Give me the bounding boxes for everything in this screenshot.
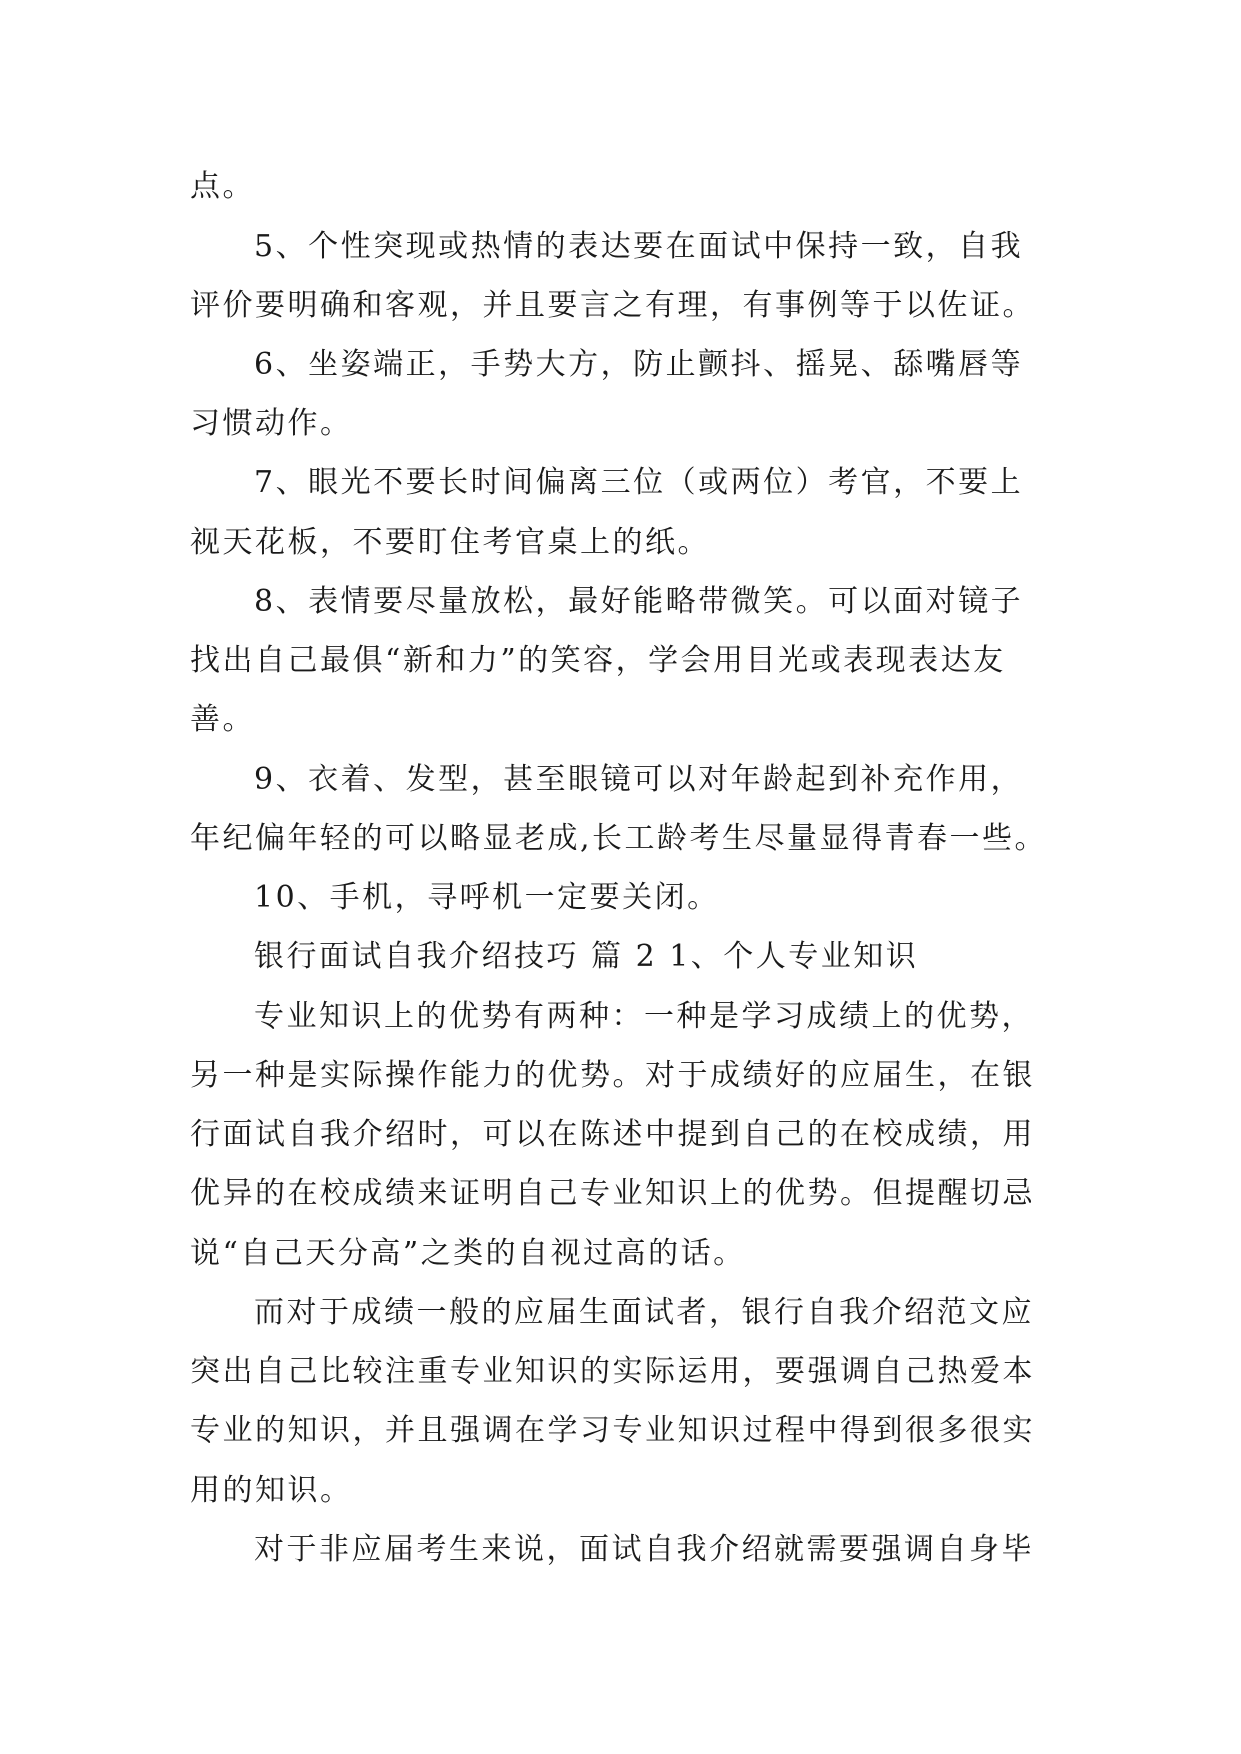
text-line: 年纪偏年轻的可以略显老成,长工龄考生尽量显得青春一些。	[190, 821, 1048, 856]
text-line: 评价要明确和客观，并且要言之有理，有事例等于以佐证。	[190, 288, 1035, 323]
text-line: 另一种是实际操作能力的优势。对于成绩好的应届生，在银	[190, 1058, 1035, 1093]
text-line: 行面试自我介绍时，可以在陈述中提到自己的在校成绩，用	[190, 1117, 1035, 1152]
text-line: 专业的知识，并且强调在学习专业知识过程中得到很多很实	[190, 1413, 1035, 1448]
text-line: 优异的在校成绩来证明自己专业知识上的优势。但提醒切忌	[190, 1176, 1035, 1211]
text-line: 视天花板，不要盯住考官桌上的纸。	[190, 525, 710, 560]
text-line: 用的知识。	[190, 1473, 353, 1508]
text-line: 8、表情要尽量放松，最好能略带微笑。可以面对镜子	[254, 584, 1024, 619]
text-line: 9、衣着、发型，甚至眼镜可以对年龄起到补充作用，	[254, 762, 1024, 797]
section-heading: 银行面试自我介绍技巧 篇 2 1、个人专业知识	[254, 939, 919, 974]
text-line: 说“自己天分高”之类的自视过高的话。	[190, 1236, 746, 1271]
text-line: 10、手机，寻呼机一定要关闭。	[254, 880, 720, 915]
text-line: 而对于成绩一般的应届生面试者，银行自我介绍范文应	[254, 1295, 1034, 1330]
text-line: 7、眼光不要长时间偏离三位（或两位）考官，不要上	[254, 465, 1024, 500]
text-line: 专业知识上的优势有两种：一种是学习成绩上的优势，	[254, 999, 1034, 1034]
text-line: 6、坐姿端正，手势大方，防止颤抖、摇晃、舔嘴唇等	[254, 347, 1024, 382]
text-line: 点。	[190, 169, 255, 204]
text-line: 善。	[190, 702, 255, 737]
text-line: 5、个性突现或热情的表达要在面试中保持一致，自我	[254, 229, 1024, 264]
text-line: 找出自己最俱“新和力”的笑容，学会用目光或表现表达友	[190, 643, 1006, 678]
text-line: 突出自己比较注重专业知识的实际运用，要强调自己热爱本	[190, 1354, 1035, 1389]
text-line: 对于非应届考生来说，面试自我介绍就需要强调自身毕	[254, 1532, 1034, 1567]
text-line: 习惯动作。	[190, 406, 353, 441]
